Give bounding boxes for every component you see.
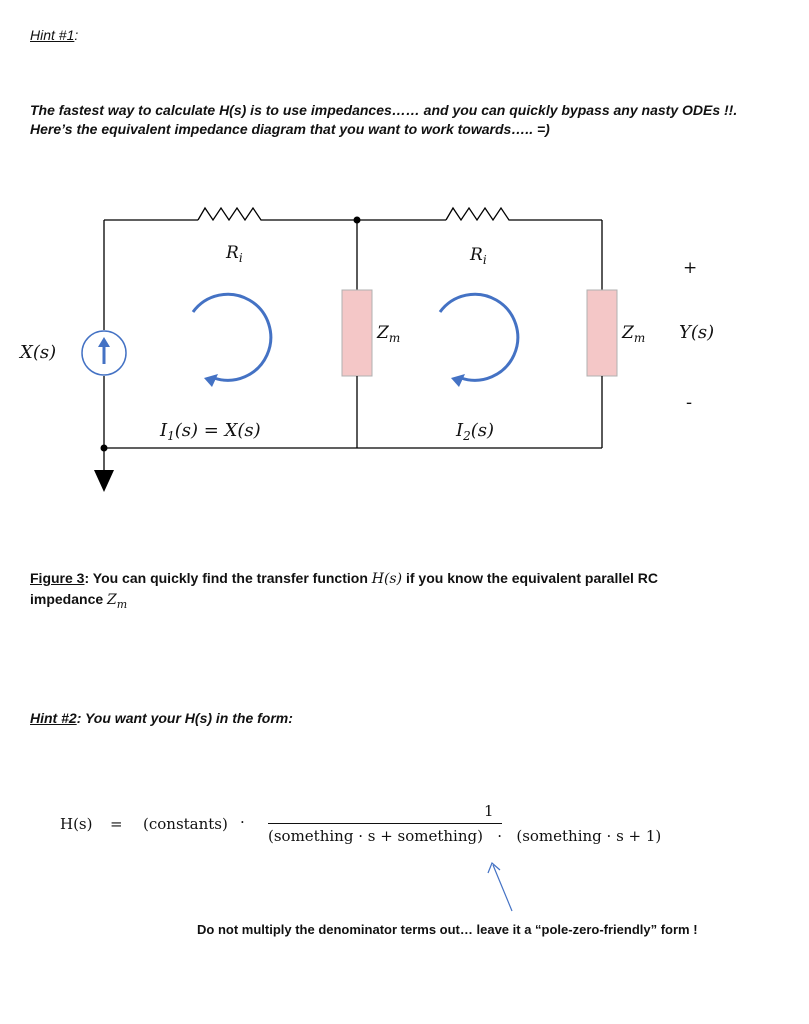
resistor-2-label: $R_i$ bbox=[470, 245, 487, 267]
intro-line1: The fastest way to calculate H(s) is to use impedances…… and you can quickly bypass any nasty ODEs !!. bbox=[30, 102, 738, 118]
loop-current-2-arrowhead bbox=[451, 374, 465, 387]
figure-math-z: Z bbox=[107, 592, 117, 608]
hint1-label: Hint #1 bbox=[30, 27, 75, 43]
impedance-zm-2 bbox=[587, 290, 617, 376]
note-text: Do not multiply the denominator terms out… leave it a “pole-zero-friendly” form ! bbox=[197, 922, 698, 937]
formula-equals: = bbox=[110, 815, 123, 833]
formula-lhs bbox=[60, 815, 92, 833]
loop-1-label: $I_1(s) = X(s)$ bbox=[160, 420, 261, 443]
loop-current-1-arrowhead bbox=[204, 374, 218, 387]
resistor-2-symbol bbox=[446, 208, 516, 220]
minus-sign: - bbox=[686, 392, 693, 413]
formula-denominator: (something · s + something) · (something · s + 1) bbox=[268, 827, 662, 845]
figure-label: Figure 3 bbox=[30, 570, 85, 586]
impedance-zm-1 bbox=[342, 290, 372, 376]
resistor-1-label: $R_i$ bbox=[226, 243, 243, 265]
figure-math-h: H(s) bbox=[371, 571, 403, 587]
formula-h: H(s) bbox=[60, 815, 93, 833]
loop-2-label: $I_2(s)$ bbox=[456, 420, 495, 443]
zm-1-label: $Z_m$ bbox=[377, 323, 401, 345]
intro-text bbox=[30, 101, 737, 139]
hint2-body: : You want your H(s) in the form: bbox=[76, 710, 293, 726]
zm-2-label: $Z_m$ bbox=[622, 323, 646, 345]
figure-text-c: impedance bbox=[30, 591, 108, 607]
circuit-diagram bbox=[0, 190, 809, 510]
output-label: Y(s) bbox=[679, 322, 715, 343]
hint2-text bbox=[30, 710, 293, 726]
formula-dot: · bbox=[240, 813, 245, 831]
figure-caption bbox=[30, 568, 770, 615]
resistor-1-symbol bbox=[198, 208, 268, 220]
plus-sign: + bbox=[683, 258, 698, 278]
hint2-label: Hint #2 bbox=[30, 710, 77, 726]
intro-line2: Here’s the equivalent impedance diagram that you want to work towards….. =) bbox=[30, 121, 550, 137]
loop-current-2-icon bbox=[440, 294, 518, 380]
source-label: X(s) bbox=[20, 342, 57, 363]
hint1-heading bbox=[30, 27, 78, 43]
note-arrow bbox=[480, 855, 530, 915]
figure-text-b: if you know the equivalent parallel RC bbox=[402, 570, 659, 586]
note-arrow-line bbox=[493, 865, 512, 911]
figure-math-z-sub: m bbox=[116, 597, 128, 611]
figure-text-a: : You can quickly find the transfer function bbox=[84, 570, 372, 586]
hint1-colon: : bbox=[74, 27, 79, 43]
fraction-bar bbox=[268, 823, 502, 824]
formula-numerator: 1 bbox=[484, 802, 494, 820]
ground-icon bbox=[94, 470, 114, 492]
formula-constants: (constants) bbox=[143, 815, 228, 833]
loop-current-1-icon bbox=[193, 294, 271, 380]
